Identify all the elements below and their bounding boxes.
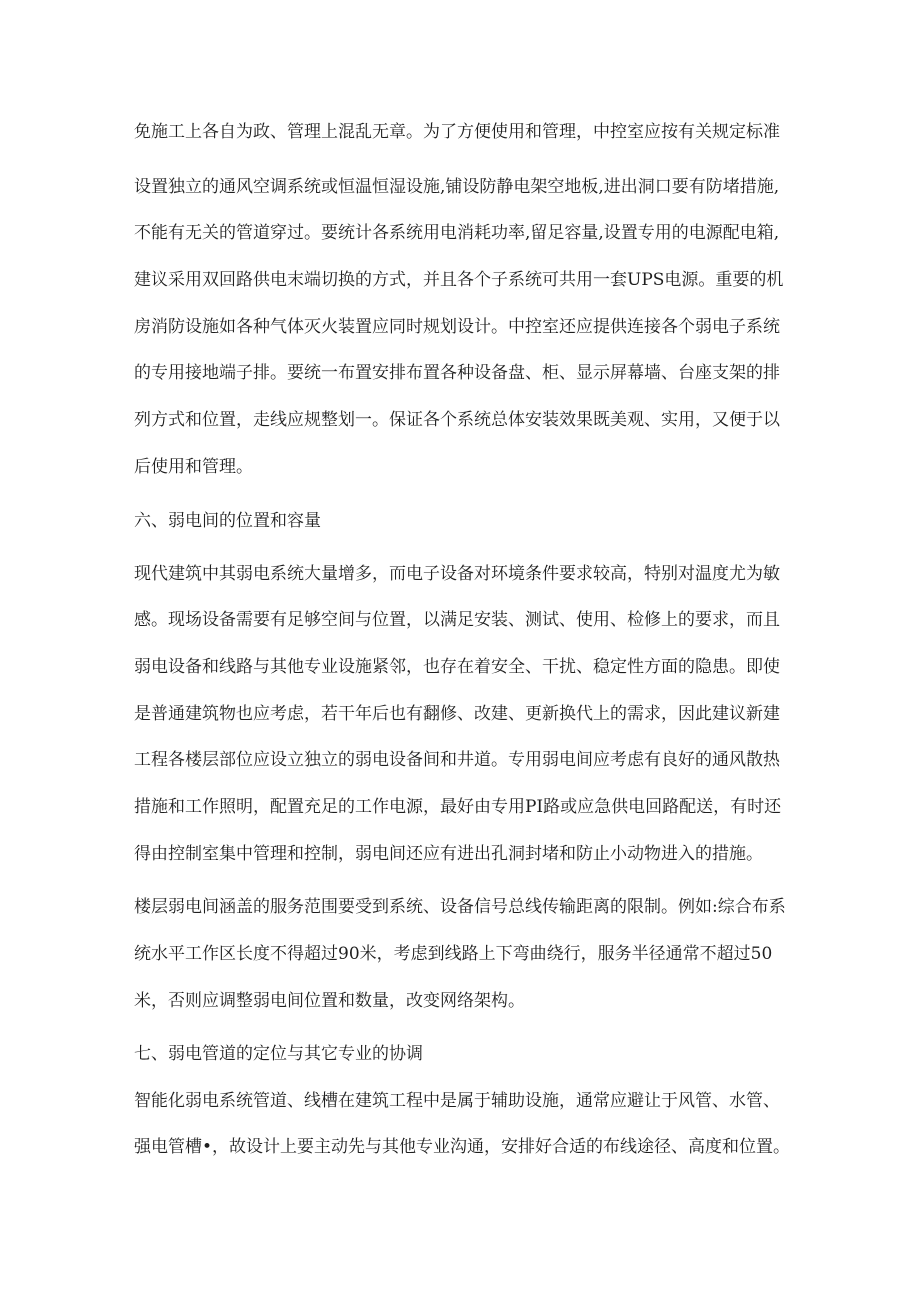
text-line: 的专用接地端子排。要统一布置安排布置各种设备盘、柜、显示屏幕墙、台座支架的排	[134, 363, 780, 383]
text-line: 设置独立的通风空调系统或恒温恒湿设施,铺设防静电架空地板,进出洞口要有防堵措施,	[134, 177, 780, 197]
text-line: 现代建筑中其弱电系统大量增多，而电子设备对环境条件要求较高，特别对温度尤为敏	[134, 564, 780, 584]
text-line: 楼层弱电间涵盖的服务范围要受到系统、设备信号总线传输距离的限制。例如:综合布系	[134, 897, 786, 917]
text-line: 是普通建筑物也应考虑，若干年后也有翻修、改建、更新换代上的需求，因此建议新建	[134, 704, 780, 724]
section-heading: 六、弱电间的位置和容量	[134, 511, 321, 531]
text-line: 弱电设备和线路与其他专业设施紧邻，也存在着安全、干扰、稳定性方面的隐患。即使	[134, 657, 780, 677]
text-line: 感。现场设备需要有足够空间与位置，以满足安装、测试、使用、检修上的要求，而且	[134, 610, 780, 630]
text-line: 列方式和位置，走线应规整划一。保证各个系统总体安装效果既美观、实用，又便于以	[134, 410, 780, 430]
text-line: 建议采用双回路供电末端切换的方式，并且各个子系统可共用一套UPS电源。重要的机	[134, 270, 784, 290]
text-line: 强电管槽•，故设计上要主动先与其他专业沟通，安排好合适的布线途径、高度和位置。	[134, 1137, 791, 1157]
text-line: 统水平工作区长度不得超过90米，考虑到线路上下弯曲绕行，服务半径通常不超过50	[134, 944, 773, 964]
text-line: 不能有无关的管道穿过。要统计各系统用电消耗功率,留足容量,设置专用的电源配电箱,	[134, 223, 780, 243]
text-line: 得由控制室集中管理和控制，弱电间还应有进出孔洞封堵和防止小动物进入的措施。	[134, 844, 763, 864]
text-line: 房消防设施如各种气体灭火装置应同时规划设计。中控室还应提供连接各个弱电子系统	[134, 317, 780, 337]
text-line: 免施工上各自为政、管理上混乱无章。为了方便使用和管理，中控室应按有关规定标准	[134, 122, 780, 142]
text-line: 米，否则应调整弱电间位置和数量，改变网络架构。	[134, 991, 525, 1011]
text-line: 措施和工作照明，配置充足的工作电源，最好由专用PI路或应急供电回路配送，有时还	[134, 797, 782, 817]
text-line: 工程各楼层部位应设立独立的弱电设备间和井道。专用弱电间应考虑有良好的通风散热	[134, 750, 780, 770]
text-line: 后使用和管理。	[134, 457, 253, 477]
text-line: 智能化弱电系统管道、线槽在建筑工程中是属于辅助设施，通常应避让于风管、水管、	[134, 1091, 780, 1111]
section-heading: 七、弱电管道的定位与其它专业的协调	[134, 1044, 423, 1064]
